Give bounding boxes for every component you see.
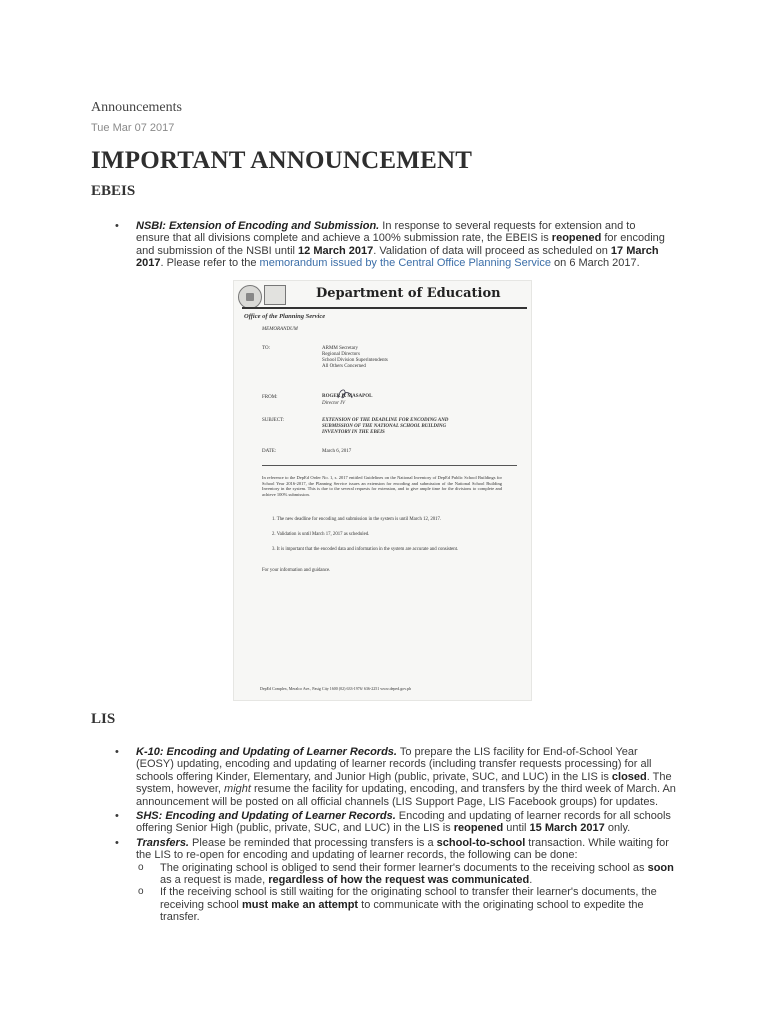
memo-rule [262, 465, 517, 466]
k10-bullet: • K-10: Encoding and Updating of Learner Records. To prepare the LIS facility for End-of-School Year (EOSY) updating, encoding and updating of learner records (including transfer requests processing) for all schools offering Kinder, Elementary, and Junior High (public, private, SUC, and LUC) in the LIS is closed. The system, however, might resume the facility for updating, encoding, and transfers by the third week of March. An announcement will be posted on all official channels (LIS Support Page, LIS Facebook groups) for updates. [91, 746, 676, 808]
ebeis-heading: EBEIS [91, 183, 136, 199]
memo-subject: EXTENSION OF THE DEADLINE FOR ENCODING AND SUBMISSION OF THE NATIONAL SCHOOL BUILDING INVENTORY IN THE EBEIS [322, 418, 449, 435]
memo-item-3: 3. It is important that the encoded data and information in the system are accurate and consistent. [272, 547, 459, 552]
memo-office: Office of the Planning Service [244, 313, 326, 320]
memo-footer: DepEd Complex, Meralco Ave., Pasig City 1600 (02) 633-1976/ 636-2251 www.deped.gov.ph [260, 686, 411, 691]
memo-department: Department of Education [316, 286, 501, 301]
memo-date: March 6, 2017 [322, 449, 352, 454]
list-item: o The originating school is obliged to send their former learner's documents to the receiving school as soon as a request is made, regardless of how the request was communicated. [136, 862, 676, 887]
memo-to-label: TO: [262, 346, 270, 351]
memo-from-title: Director IV [322, 401, 346, 406]
memo-subject-label: SUBJECT: [262, 418, 285, 423]
memorandum-image [233, 280, 532, 701]
list-item: o If the receiving school is still waiting for the originating school to transfer their learner's documents, the receiving school must make an attempt to communicate with the originating school to expedite the transfer. [136, 886, 676, 923]
nsbi-label: NSBI: Extension of Encoding and Submission. [136, 220, 380, 232]
memo-from-name: ROGER B. MASAPOL [322, 394, 373, 399]
ebeis-section [91, 220, 671, 272]
transfers-sublist [136, 862, 676, 924]
memo-date-label: DATE: [262, 449, 277, 454]
deped-seal-icon [238, 285, 262, 309]
memo-from-label: FROM: [262, 395, 278, 400]
memo-body: In reference to the DepEd Order No. 1, s. 2017 entitled Guidelines on the National Inventory of DepEd Public School Buildings for School Year 2016-2017, the Planning Service issues an extension for encoding and submission of the National School Building Inventory in the system. This is due to the several requests for extension, and to give ample time for the divisions to complete and achieve 100% submission. [262, 475, 502, 497]
transfers-bullet: • Transfers. Please be reminded that processing transfers is a school-to-school transaction. While waiting for the LIS to re-open for encoding and updating of learner records, the following can be done: o The originating school is obliged to send their former learner's documents to the receiving school as soon as a request is made, regardless of how the request was communicated. o If the receiving school is still waiting for the originating school to transfer their learner's documents, the receiving school must make an attempt to communicate with the originating school to expedite the transfer. [91, 837, 676, 924]
memo-divider [242, 307, 527, 309]
memo-type: MEMORANDUM [262, 327, 298, 332]
memo-closing: For your information and guidance. [262, 568, 331, 573]
post-date: Tue Mar 07 2017 [91, 122, 175, 134]
lis-heading: LIS [91, 711, 116, 727]
lis-section [91, 746, 676, 926]
page-title: IMPORTANT ANNOUNCEMENT [91, 147, 473, 174]
nsbi-bullet: • NSBI: Extension of Encoding and Submission. In response to several requests for extension and to ensure that all divisions complete and achieve a 100% submission rate, the EBEIS is reopened for encoding and submission of the NSBI until 12 March 2017. Validation of data will proceed as scheduled on 17 March 2017. Please refer to the memorandum issued by the Central Office Planning Service on 6 March 2017. [91, 220, 671, 270]
breadcrumb[interactable]: Announcements [91, 100, 182, 115]
memo-item-2: 2. Validation is until March 17, 2017 as scheduled. [272, 532, 370, 537]
deped-logo-icon [264, 285, 286, 305]
memorandum-link[interactable]: memorandum issued by the Central Office Planning Service [259, 257, 551, 270]
shs-bullet: • SHS: Encoding and Updating of Learner Records. Encoding and updating of learner records for all schools offering Senior High (public, private, SUC, and LUC) in the LIS is reopened until 15 March 2017 only. [91, 810, 676, 835]
memo-to-list: ARMM Secretary Regional Directors School Division Superintendents All Others Concerned [322, 346, 388, 369]
memo-item-1: 1. The new deadline for encoding and submission in the system is until March 12, 2017. [272, 517, 442, 522]
